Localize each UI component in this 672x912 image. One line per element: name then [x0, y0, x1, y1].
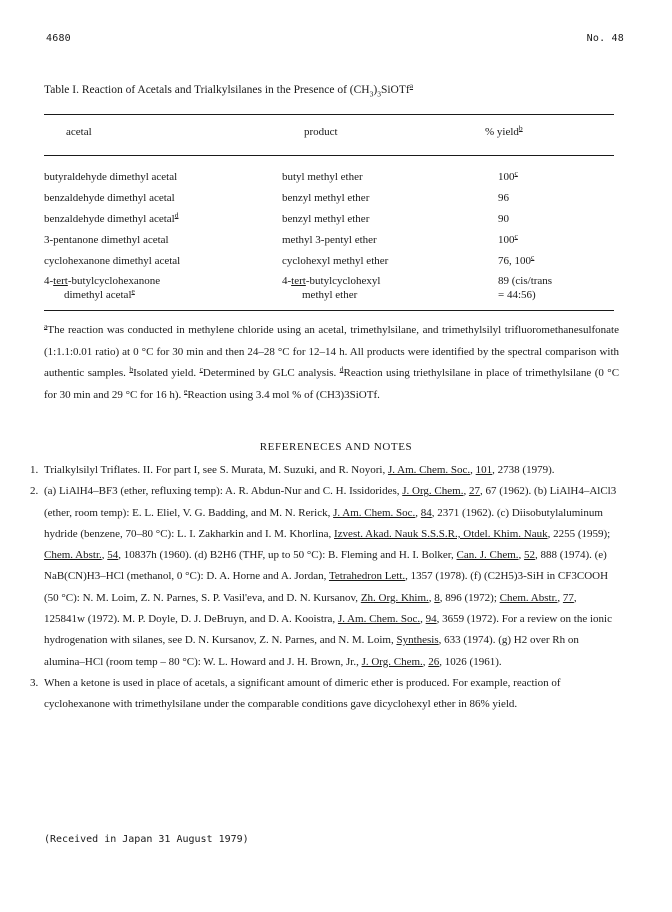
journal-name: Izvest. Akad. Nauk S.S.S.R., Otdel. Khim. Nauk — [334, 527, 548, 540]
caption-footnote-mark: a — [409, 81, 414, 91]
volume-number: 52 — [524, 549, 536, 562]
footnote-d-mark: d — [339, 364, 344, 374]
yield-mark: c — [531, 252, 535, 262]
reference-text: , 1026 (1961). — [439, 655, 502, 668]
references-heading: REFERENECES AND NOTES — [259, 441, 413, 453]
table-row-4-product: methyl 3-pentyl ether — [282, 234, 377, 246]
table-row-6-product — [282, 274, 380, 288]
table-row-3-product: benzyl methyl ether — [282, 213, 370, 225]
caption-paren: ) — [373, 84, 378, 96]
journal-name: J. Org. Chem. — [361, 655, 423, 668]
volume-number: 101 — [475, 464, 493, 476]
volume-number: 8 — [434, 591, 440, 604]
volume-number: 84 — [420, 506, 432, 519]
footnote-d-text: Reaction using triethylsilane in place of trimethylsilane (0 °C for 30 min and 29 °C for 16 h). — [44, 367, 620, 401]
caption-siotf: SiOTf — [380, 84, 410, 96]
footnote-a-mark: a — [44, 321, 48, 331]
table-row-6-acetal-line2 — [64, 288, 135, 302]
yield-label: % yield — [485, 126, 519, 138]
table-row-1-yield — [498, 170, 518, 184]
footnote-e-text: Reaction using 3.4 mol % of — [187, 388, 314, 401]
table-row-4-acetal: 3-pentanone dimethyl acetal — [44, 234, 169, 246]
journal-name: J. Am. Chem. Soc. — [337, 613, 421, 626]
reference-item-3 — [30, 673, 620, 716]
table-row-5-product: cyclohexyl methyl ether — [282, 255, 389, 267]
references-list — [30, 460, 620, 716]
acetal-tert: tert — [53, 275, 68, 287]
footnote-e-mark: e — [184, 385, 188, 395]
column-header-yield — [485, 123, 523, 138]
reference-text: , 2371 (1962). (c) Diisobutylaluminum hydride (benzene, 70–80 °C): L. I. Zakharkin and I. M. Khorlina, — [44, 506, 603, 540]
footnote-c-text: Determined by GLC analysis. — [202, 367, 337, 379]
footnote-c-mark: c — [199, 364, 203, 374]
reference-text: , 3659 (1972). For a review on the ionic hydrogenation with silanes, see D. N. Kursanov, Z. N. Parnes, and N. M. Loim, — [44, 613, 612, 647]
table-row-6-yield-line2: = 44:56) — [498, 289, 536, 301]
table-caption — [44, 81, 414, 99]
reference-text: , 10837h (1960). (d) B2H6 (THF, up to 50 °C): B. Fleming and H. I. Bolker, — [118, 549, 457, 562]
footnote-e-tail: (CH3)3SiOTf. — [316, 388, 380, 401]
journal-name: J. Org. Chem. — [402, 485, 464, 498]
caption-subscript: 3 — [377, 89, 381, 99]
column-header-acetal: acetal — [66, 126, 92, 138]
footnote-b-text: Isolated yield. — [133, 367, 197, 379]
volume-number: 54 — [107, 549, 119, 562]
product-prefix: 4- — [282, 275, 292, 287]
acetal-name: benzaldehyde dimethyl acetal — [44, 213, 175, 225]
reference-text: , 633 (1974). (g) H2 over Rh on alumina–HCl (room temp – 80 °C): W. L. Howard and J. H. Brown, Jr., — [44, 634, 579, 668]
table-caption-text: Table I. Reaction of Acetals and Trialkylsilanes in the Presence of (CH — [44, 84, 370, 96]
yield-value: 100 — [498, 234, 515, 246]
journal-name: J. Am. Chem. Soc. — [387, 464, 471, 476]
reference-number: 1. — [30, 464, 39, 476]
journal-name: Tetrahedron Lett. — [328, 570, 406, 583]
volume-number: 27 — [468, 485, 480, 498]
yield-footnote-mark: b — [518, 123, 523, 133]
acetal-mark: d — [174, 210, 179, 220]
yield-mark: c — [514, 231, 518, 241]
reference-text: Trialkylsilyl Triflates. II. For part I, see S. Murata, M. Suzuki, and R. Noyori, — [44, 464, 388, 476]
product-tert: tert — [291, 275, 306, 287]
reference-text: When a ketone is used in place of acetals, a significant amount of dimeric ether is produced. For example, reaction of cyclohexanone with trimethylsilane under the comparable conditions gave dicyclohexyl ether in 86% yield. — [44, 676, 561, 711]
reference-number: 3. — [30, 676, 39, 689]
page-number: 4680 — [46, 33, 71, 44]
volume-number: 26 — [428, 655, 440, 668]
footnote-b-mark: b — [129, 364, 134, 374]
table-row-3-yield: 90 — [498, 213, 509, 225]
journal-name: J. Am. Chem. Soc. — [333, 506, 416, 519]
column-header-product: product — [304, 126, 338, 138]
reference-text: , 2738 (1979). — [492, 464, 555, 476]
table-row-4-yield — [498, 233, 518, 247]
reference-text: (a) LiAlH4–BF3 (ether, refluxing temp): A. R. Abdun-Nur and C. H. Issidorides, — [44, 485, 403, 498]
table-row-6-product-line2: methyl ether — [302, 289, 358, 301]
product-name: -butylcyclohexyl — [305, 275, 381, 287]
table-row-2-yield: 96 — [498, 192, 509, 204]
volume-number: 94 — [425, 613, 437, 626]
table-row-6-yield: 89 (cis/trans — [498, 275, 553, 287]
table-row-1-product: butyl methyl ether — [282, 171, 363, 183]
journal-name: Zh. Org. Khim. — [360, 591, 429, 604]
yield-mark: c — [514, 168, 518, 178]
journal-name: Can. J. Chem. — [456, 549, 519, 562]
volume-number: 77 — [562, 591, 574, 604]
table-row-2-product: benzyl methyl ether — [282, 192, 370, 204]
issue-number: No. 48 — [586, 33, 624, 44]
table-row-2-acetal: benzaldehyde dimethyl acetal — [44, 192, 175, 204]
table-bottom-rule — [44, 310, 614, 311]
table-footnotes — [44, 320, 619, 406]
reference-item-2: 2. (a) LiAlH4–BF3 (ether, refluxing temp): A. R. Abdun-Nur and C. H. Issidorides, J. Org. Chem., 27, 67 (1962). (b) LiAlH4–AlCl3 (ether, room temp): E. L. Eliel, V. G. Badding, and M. N. Rerick, J. Am. Chem. Soc., 84, 2371 (1962). (c) Diisobutylaluminum hydride (benzene, 70–80 °C): L. I. Zakharkin and I. M. Khorlina, Izvest. Akad. Nauk S.S.S.R., Otdel. Khim. Nauk, 2255 (1959); Chem. Abstr., 54, 10837h (1960). (d) B2H6 (THF, up to 50 °C): B. Fleming and H. I. Bolker, Can. J. Chem., 52, 888 (1974). (e) NaB(CN)H3–HCl (methanol, 0 °C): D. A. Horne and A. Jordan, Tetrahedron Lett., 1357 (1978). (f) (C2H5)3-SiH in CF3COOH (50 °C): N. M. Loim, Z. N. Parnes, S. P. Vasil'eva, and D. N. Kursanov, Zh. Org. Khim., 8, 896 (1972); Chem. Abstr., 77, 125841w (1972). M. P. Doyle, D. J. DeBruyn, and D. A. Kooistra, J. Am. Chem. Soc., 94, 3659 (1972). For a review on the ionic hydrogenation with silanes, see D. N. Kursanov, Z. N. Parnes, and N. M. Loim, Synthesis, 633 (1974). (g) H2 over Rh on alumina–HCl (room temp – 80 °C): W. L. Howard and J. H. Brown, Jr., J. Org. Chem., 26, 1026 (1961). — [30, 481, 620, 673]
received-date: (Received in Japan 31 August 1979) — [44, 834, 249, 845]
reference-text: , — [470, 464, 476, 476]
table-top-rule — [44, 114, 614, 115]
table-row-5-acetal: cyclohexanone dimethyl acetal — [44, 255, 181, 267]
reference-text: , 125841w (1972). M. P. Doyle, D. J. DeBruyn, and D. A. Kooistra, — [44, 591, 577, 626]
acetal-prefix: 4- — [44, 275, 54, 287]
journal-name: Synthesis — [396, 634, 439, 647]
journal-name: Chem. Abstr. — [44, 549, 102, 562]
table-row-3-acetal — [44, 212, 178, 226]
acetal-name: -butylcyclohexanone — [67, 275, 161, 287]
reference-text: , 1357 (1978). (f) (C2H5)3-SiH in CF3COOH (50 °C): N. M. Loim, Z. N. Parnes, S. P. Vasil'eva, and D. N. Kursanov, — [44, 570, 609, 604]
acetal-mark: e — [131, 286, 135, 296]
reference-text: , 888 (1974). (e) NaB(CN)H3–HCl (methanol, 0 °C): D. A. Horne and A. Jordan, — [44, 549, 607, 583]
reference-number: 2. — [30, 485, 39, 498]
acetal-name-line2: dimethyl acetal — [64, 289, 132, 301]
reference-item-1 — [30, 460, 620, 481]
table-header-rule — [44, 155, 614, 156]
table-row-6-acetal — [44, 274, 160, 288]
table-row-5-yield — [498, 254, 534, 268]
yield-value: 76, 100 — [498, 255, 531, 267]
reference-text: , 2255 (1959); — [547, 527, 611, 540]
yield-value: 100 — [498, 171, 515, 183]
journal-name: Chem. Abstr. — [499, 591, 558, 604]
caption-subscript: 3 — [369, 89, 374, 99]
table-row-1-acetal: butyraldehyde dimethyl acetal — [44, 171, 178, 183]
reference-text: , 896 (1972); — [439, 591, 500, 604]
footnote-a-text: The reaction was conducted in methylene chloride using an acetal, trimethylsilane, and trimethylsilyl trifluoromethanesulfonate (1:1.1:0.01 ratio) at 0 °C for 30 min and then 24–28 °C for 12–14 h. All products were identified by the spectral comparison with authentic samples. — [44, 324, 619, 379]
reference-text: , 67 (1962). (b) LiAlH4–AlCl3 (ether, room temp): E. L. Eliel, V. G. Badding, and M. N. Rerick, — [44, 485, 617, 519]
